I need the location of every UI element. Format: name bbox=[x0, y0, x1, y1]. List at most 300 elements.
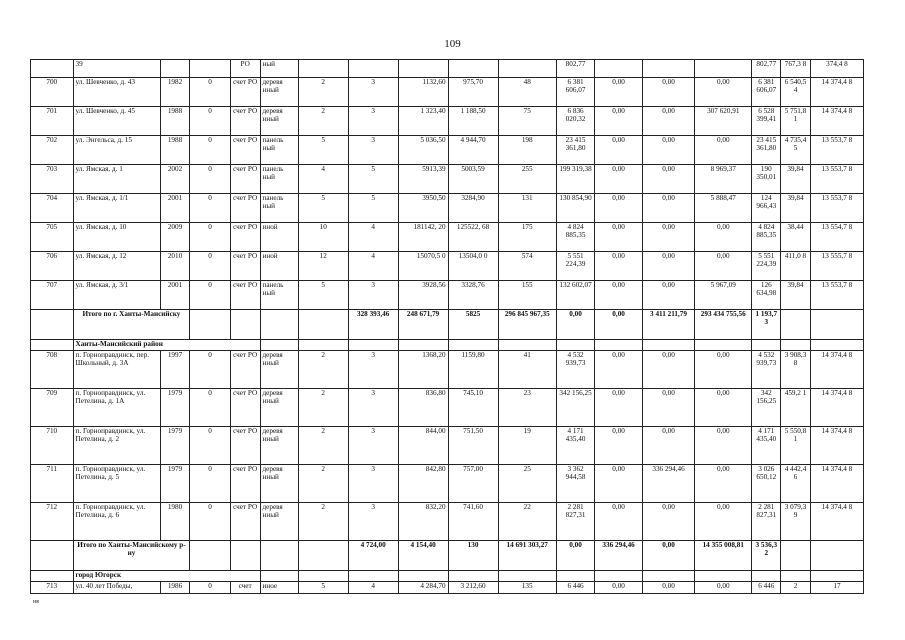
cell-no: 712 bbox=[31, 503, 74, 541]
cell-fund-reg: 0,00 bbox=[643, 351, 695, 389]
cell-floors: 2 bbox=[298, 427, 348, 465]
page-number: 109 bbox=[444, 38, 461, 50]
cell-entr: 4 bbox=[348, 223, 398, 252]
cell-year: 1986 bbox=[160, 582, 190, 594]
cell-blank bbox=[595, 340, 643, 351]
cell-entr: 3 bbox=[348, 136, 398, 165]
cell-people bbox=[498, 60, 556, 78]
cell-wall: панель ный bbox=[260, 136, 298, 165]
cell-year: 2001 bbox=[160, 194, 190, 223]
cell-year: 1979 bbox=[160, 389, 190, 427]
cell-blank bbox=[695, 340, 752, 351]
cell-lim-sqm: 14 374,4 8 bbox=[810, 107, 863, 136]
section-label: город Югорск bbox=[73, 571, 260, 582]
cell-area-total: 844,00 bbox=[398, 427, 448, 465]
cell-fund-own: 342 156,25 bbox=[752, 389, 781, 427]
cell-fund-reg: 0,00 bbox=[643, 194, 695, 223]
table-row bbox=[31, 136, 864, 165]
cell-address: ул. Ямская, д. 3/1 bbox=[73, 281, 160, 310]
table-row bbox=[31, 389, 864, 427]
cell-blank bbox=[595, 571, 643, 582]
cell-form: счет РО bbox=[230, 465, 260, 503]
cell-people: 48 bbox=[498, 78, 556, 107]
cell-area-living bbox=[448, 60, 498, 78]
cell-fund-mun: 5 888,47 bbox=[695, 194, 752, 223]
cell-entr: 4 bbox=[348, 582, 398, 594]
cell-form: счет РО bbox=[230, 78, 260, 107]
cell-cat: 0 bbox=[190, 107, 230, 136]
cell-blank bbox=[448, 571, 498, 582]
cell-blank bbox=[31, 571, 74, 582]
cell-fund-mun: 0,00 bbox=[695, 465, 752, 503]
total-people: 130 bbox=[448, 541, 498, 571]
table-row bbox=[31, 582, 864, 594]
cell-wall: ный bbox=[260, 60, 298, 78]
cell-cost-total: 3 362 944,58 bbox=[556, 465, 594, 503]
cell-year: 2009 bbox=[160, 223, 190, 252]
cell-form: РО bbox=[230, 60, 260, 78]
cell-area-total: 5913,39 bbox=[398, 165, 448, 194]
cell-entr: 3 bbox=[348, 389, 398, 427]
cell-fund-mun: 0,00 bbox=[695, 427, 752, 465]
cell-blank bbox=[781, 340, 811, 351]
cell-no: 708 bbox=[31, 351, 74, 389]
cell-blank bbox=[643, 571, 695, 582]
cell-entr bbox=[348, 60, 398, 78]
cell-people: 25 bbox=[498, 465, 556, 503]
cell-address: ул. Ямская, д. 1/1 bbox=[73, 194, 160, 223]
cell-floors: 5 bbox=[298, 582, 348, 594]
cell-blank bbox=[31, 541, 74, 571]
cell-area-total bbox=[398, 60, 448, 78]
cell-blank bbox=[498, 571, 556, 582]
cell-lim-sqm: 14 374,4 8 bbox=[810, 78, 863, 107]
cell-lim-sqm: 14 374,4 8 bbox=[810, 465, 863, 503]
cell-fund-mun: 0,00 bbox=[695, 582, 752, 594]
cell-cost-total: 6 836 020,32 bbox=[556, 107, 594, 136]
cell-cost-sqm: 2 bbox=[781, 582, 811, 594]
cell-address: ул. Ямская, д. 10 bbox=[73, 223, 160, 252]
cell-cost-total: 23 415 361,80 bbox=[556, 136, 594, 165]
cell-people: 23 bbox=[498, 389, 556, 427]
cell-blank bbox=[752, 571, 781, 582]
table-row bbox=[31, 107, 864, 136]
total-people: 5825 bbox=[448, 310, 498, 340]
cell-area-living: 13504,0 0 bbox=[448, 252, 498, 281]
cell-cost-sqm: 767,3 8 bbox=[781, 60, 811, 78]
cell-cost-total: 6 381 606,07 bbox=[556, 78, 594, 107]
cell-fund-fed: 0,00 bbox=[595, 351, 643, 389]
table-row bbox=[31, 194, 864, 223]
cell-fund-reg: 0,00 bbox=[643, 165, 695, 194]
cell-entr: 4 bbox=[348, 252, 398, 281]
total-cost-total: 296 845 967,35 bbox=[498, 310, 556, 340]
cell-cost-total: 4 532 939,73 bbox=[556, 351, 594, 389]
cell-fund-mun: 0,00 bbox=[695, 503, 752, 541]
cell-fund-fed: 0,00 bbox=[595, 136, 643, 165]
cell-floors: 2 bbox=[298, 389, 348, 427]
cell-cost-total: 342 156,25 bbox=[556, 389, 594, 427]
cell-fund-own: 5 551 224,39 bbox=[752, 252, 781, 281]
cell-form: счет РО bbox=[230, 107, 260, 136]
table-row bbox=[31, 223, 864, 252]
cell-cat: 0 bbox=[190, 582, 230, 594]
cell-fund-reg: 0,00 bbox=[643, 389, 695, 427]
cell-fund-mun: 5 967,09 bbox=[695, 281, 752, 310]
cell-fund-own: 3 026 650,12 bbox=[752, 465, 781, 503]
cell-lim-sqm: 14 374,4 8 bbox=[810, 427, 863, 465]
cell-floors: 2 bbox=[298, 78, 348, 107]
cell-form: счет РО bbox=[230, 165, 260, 194]
cell-area-living: 4 944,70 bbox=[448, 136, 498, 165]
cell-blank bbox=[556, 340, 594, 351]
cell-lim-sqm: 13 553,7 8 bbox=[810, 136, 863, 165]
cell-people: 19 bbox=[498, 427, 556, 465]
cell-people: 255 bbox=[498, 165, 556, 194]
cell-form: счет РО bbox=[230, 223, 260, 252]
cell-lim-sqm: 14 374,4 8 bbox=[810, 351, 863, 389]
cell-fund-reg bbox=[643, 60, 695, 78]
cell-fund-mun: 0,00 bbox=[695, 252, 752, 281]
cell-wall: панель ный bbox=[260, 165, 298, 194]
cell-cost-sqm: 39,84 bbox=[781, 281, 811, 310]
cell-area-total: 1 323,40 bbox=[398, 107, 448, 136]
cell-no: 704 bbox=[31, 194, 74, 223]
cell-area-total: 4 284,70 bbox=[398, 582, 448, 594]
cell-address: п. Горноправдинск, ул. Петелина, д. 1А bbox=[73, 389, 160, 427]
cell-fund-mun: 8 969,37 bbox=[695, 165, 752, 194]
cell-blank bbox=[448, 340, 498, 351]
cell-area-total: 836,80 bbox=[398, 389, 448, 427]
cell-form: счет РО bbox=[230, 136, 260, 165]
total-fund-reg: 336 294,46 bbox=[595, 541, 643, 571]
cell-no: 713 bbox=[31, 582, 74, 594]
cell-cost-total: 4 824 885,35 bbox=[556, 223, 594, 252]
cell-fund-own: 124 966,43 bbox=[752, 194, 781, 223]
cell-blank bbox=[398, 340, 448, 351]
total-fund-own: 14 355 008,81 bbox=[695, 541, 752, 571]
cell-no: 709 bbox=[31, 389, 74, 427]
cell-fund-reg: 0,00 bbox=[643, 78, 695, 107]
cell-blank bbox=[498, 340, 556, 351]
footnote: нв bbox=[33, 599, 40, 605]
cell-blank bbox=[298, 541, 348, 571]
cell-blank bbox=[298, 340, 348, 351]
cell-cost-total: 2 281 827,31 bbox=[556, 503, 594, 541]
cell-fund-own: 4 824 885,35 bbox=[752, 223, 781, 252]
cell-fund-reg: 0,00 bbox=[643, 107, 695, 136]
cell-no: 702 bbox=[31, 136, 74, 165]
cell-year: 1988 bbox=[160, 107, 190, 136]
cell-cost-sqm: 4 442,4 6 bbox=[781, 465, 811, 503]
cell-lim-sqm: 13 553,7 8 bbox=[810, 281, 863, 310]
cell-people: 22 bbox=[498, 503, 556, 541]
cell-cost-sqm: 411,0 8 bbox=[781, 252, 811, 281]
cell-wall: деревя нный bbox=[260, 503, 298, 541]
cell-cost-sqm: 3 079,3 9 bbox=[781, 503, 811, 541]
total-fund-fed: 0,00 bbox=[556, 310, 594, 340]
cell-wall: иное bbox=[260, 582, 298, 594]
cell-cost-sqm: 4 735,4 5 bbox=[781, 136, 811, 165]
cell-people: 574 bbox=[498, 252, 556, 281]
cell-fund-fed: 0,00 bbox=[595, 281, 643, 310]
cell-fund-fed: 0,00 bbox=[595, 503, 643, 541]
cell-fund-fed: 0,00 bbox=[595, 252, 643, 281]
cell-area-total: 3950,50 bbox=[398, 194, 448, 223]
total-row bbox=[31, 310, 864, 340]
cell-cat: 0 bbox=[190, 351, 230, 389]
cell-cat: 0 bbox=[190, 389, 230, 427]
cell-wall: деревя нный bbox=[260, 465, 298, 503]
cell-no: 707 bbox=[31, 281, 74, 310]
cell-area-total: 181142, 20 bbox=[398, 223, 448, 252]
cell-cost-sqm: 459,2 1 bbox=[781, 389, 811, 427]
total-row bbox=[31, 541, 864, 571]
cell-area-living: 3284,90 bbox=[448, 194, 498, 223]
cell-address: ул. Энгельса, д. 15 bbox=[73, 136, 160, 165]
cell-year: 2010 bbox=[160, 252, 190, 281]
table-row bbox=[31, 78, 864, 107]
cell-area-living: 1 188,50 bbox=[448, 107, 498, 136]
capital-repair-table bbox=[30, 59, 864, 594]
cell-people: 131 bbox=[498, 194, 556, 223]
cell-fund-reg: 0,00 bbox=[643, 503, 695, 541]
cell-address: п. Горноправдинск, пер. Школьный, д. 3А bbox=[73, 351, 160, 389]
cell-year: 1988 bbox=[160, 136, 190, 165]
total-area-total: 328 393,46 bbox=[348, 310, 398, 340]
cell-cost-total: 5 551 224,39 bbox=[556, 252, 594, 281]
section-label: Ханты-Мансийский район bbox=[73, 340, 260, 351]
cell-blank bbox=[810, 571, 863, 582]
cell-fund-fed: 0,00 bbox=[595, 194, 643, 223]
cell-fund-reg: 336 294,46 bbox=[643, 465, 695, 503]
cell-blank bbox=[781, 541, 811, 571]
total-fund-mun: 0,00 bbox=[643, 541, 695, 571]
cell-year: 2001 bbox=[160, 281, 190, 310]
cell-floors: 5 bbox=[298, 194, 348, 223]
cell-lim-sqm: 13 555,7 8 bbox=[810, 252, 863, 281]
cell-cat: 0 bbox=[190, 136, 230, 165]
cell-fund-mun: 0,00 bbox=[695, 389, 752, 427]
cell-floors bbox=[298, 60, 348, 78]
cell-year: 1982 bbox=[160, 78, 190, 107]
cell-fund-fed: 0,00 bbox=[595, 78, 643, 107]
cell-area-living: 125522, 68 bbox=[448, 223, 498, 252]
cell-blank bbox=[260, 310, 298, 340]
cell-area-total: 1368,20 bbox=[398, 351, 448, 389]
cell-wall: панель ный bbox=[260, 281, 298, 310]
cell-wall: деревя нный bbox=[260, 389, 298, 427]
cell-fund-reg: 0,00 bbox=[643, 582, 695, 594]
cell-entr: 5 bbox=[348, 194, 398, 223]
total-fund-own: 293 434 755,56 bbox=[695, 310, 752, 340]
cell-fund-fed bbox=[595, 60, 643, 78]
cell-fund-own: 4 532 939,73 bbox=[752, 351, 781, 389]
cell-entr: 3 bbox=[348, 465, 398, 503]
cell-fund-reg: 0,00 bbox=[643, 252, 695, 281]
cell-floors: 10 bbox=[298, 223, 348, 252]
cell-lim-sqm: 13 553,7 8 bbox=[810, 194, 863, 223]
total-fund-reg: 0,00 bbox=[595, 310, 643, 340]
cell-form: счет РО bbox=[230, 389, 260, 427]
cell-address: ул. Ямская, д. 12 bbox=[73, 252, 160, 281]
total-cost-sqm: 3 536,3 2 bbox=[752, 541, 781, 571]
cell-blank bbox=[260, 571, 298, 582]
cell-cost-total: 130 854,90 bbox=[556, 194, 594, 223]
cell-people: 155 bbox=[498, 281, 556, 310]
total-area-total: 4 724,00 bbox=[348, 541, 398, 571]
cell-area-living: 757,00 bbox=[448, 465, 498, 503]
cell-cost-total: 6 446 bbox=[556, 582, 594, 594]
cell-blank bbox=[31, 340, 74, 351]
cell-lim-sqm: 14 374,4 8 bbox=[810, 503, 863, 541]
cell-area-living: 1159,80 bbox=[448, 351, 498, 389]
total-area-living: 248 671,79 bbox=[398, 310, 448, 340]
cell-floors: 5 bbox=[298, 136, 348, 165]
cell-fund-reg: 0,00 bbox=[643, 281, 695, 310]
cell-cat bbox=[190, 60, 230, 78]
cell-entr: 3 bbox=[348, 503, 398, 541]
cell-fund-fed: 0,00 bbox=[595, 582, 643, 594]
cell-lim-sqm: 374,4 8 bbox=[810, 60, 863, 78]
table-row bbox=[31, 165, 864, 194]
cell-area-total: 832,20 bbox=[398, 503, 448, 541]
cell-area-living: 975,70 bbox=[448, 78, 498, 107]
cell-cost-sqm: 39,84 bbox=[781, 194, 811, 223]
cell-address: п. Горноправдинск, ул. Петелина, д. 5 bbox=[73, 465, 160, 503]
cell-cost-total: 802,77 bbox=[556, 60, 594, 78]
cell-wall: деревя нный bbox=[260, 78, 298, 107]
cell-fund-mun: 0,00 bbox=[695, 78, 752, 107]
cell-fund-own: 23 415 361,80 bbox=[752, 136, 781, 165]
cell-area-total: 5 036,50 bbox=[398, 136, 448, 165]
cell-fund-mun: 0,00 bbox=[695, 223, 752, 252]
cell-area-total: 842,80 bbox=[398, 465, 448, 503]
cell-cost-sqm: 5 550,8 1 bbox=[781, 427, 811, 465]
cell-area-total: 3928,56 bbox=[398, 281, 448, 310]
cell-address: ул. Шевченко, д. 43 bbox=[73, 78, 160, 107]
cell-floors: 2 bbox=[298, 503, 348, 541]
cell-blank bbox=[810, 340, 863, 351]
cell-blank bbox=[230, 310, 260, 340]
cell-fund-fed: 0,00 bbox=[595, 223, 643, 252]
cell-cost-sqm: 5 751,8 1 bbox=[781, 107, 811, 136]
cell-people: 41 bbox=[498, 351, 556, 389]
cell-blank bbox=[348, 571, 398, 582]
cell-cost-sqm: 39,84 bbox=[781, 165, 811, 194]
cell-blank bbox=[260, 340, 298, 351]
cell-area-living: 3 212,60 bbox=[448, 582, 498, 594]
cell-year: 1997 bbox=[160, 351, 190, 389]
cell-cat: 0 bbox=[190, 78, 230, 107]
cell-cost-total: 4 171 435,40 bbox=[556, 427, 594, 465]
cell-wall: панель ный bbox=[260, 194, 298, 223]
cell-address: 39 bbox=[73, 60, 160, 78]
cell-fund-own: 4 171 435,40 bbox=[752, 427, 781, 465]
cell-lim-sqm: 17 bbox=[810, 582, 863, 594]
total-area-living: 4 154,40 bbox=[398, 541, 448, 571]
cell-people: 135 bbox=[498, 582, 556, 594]
cell-entr: 3 bbox=[348, 281, 398, 310]
cell-blank bbox=[31, 310, 74, 340]
cell-fund-mun: 307 620,91 bbox=[695, 107, 752, 136]
cell-cat: 0 bbox=[190, 503, 230, 541]
cell-year bbox=[160, 60, 190, 78]
cell-blank bbox=[810, 541, 863, 571]
cell-no: 710 bbox=[31, 427, 74, 465]
table-row bbox=[31, 60, 864, 78]
cell-blank bbox=[260, 541, 298, 571]
cell-year: 1980 bbox=[160, 503, 190, 541]
cell-form: счет bbox=[230, 582, 260, 594]
cell-address: ул. Ямская, д. 1 bbox=[73, 165, 160, 194]
total-label: Итого по Ханты-Мансийскому р-ну bbox=[73, 541, 190, 571]
cell-entr: 3 bbox=[348, 427, 398, 465]
cell-entr: 5 bbox=[348, 165, 398, 194]
cell-cat: 0 bbox=[190, 194, 230, 223]
cell-blank bbox=[230, 541, 260, 571]
cell-wall: деревя нный bbox=[260, 427, 298, 465]
cell-cat: 0 bbox=[190, 252, 230, 281]
cell-people: 175 bbox=[498, 223, 556, 252]
cell-blank bbox=[298, 310, 348, 340]
cell-fund-mun: 0,00 bbox=[695, 351, 752, 389]
total-fund-fed: 0,00 bbox=[556, 541, 594, 571]
total-fund-mun: 3 411 211,79 bbox=[643, 310, 695, 340]
table-row bbox=[31, 281, 864, 310]
cell-area-living: 3328,76 bbox=[448, 281, 498, 310]
cell-fund-mun: 0,00 bbox=[695, 136, 752, 165]
cell-blank bbox=[556, 571, 594, 582]
cell-cat: 0 bbox=[190, 281, 230, 310]
cell-blank bbox=[781, 571, 811, 582]
cell-area-living: 751,50 bbox=[448, 427, 498, 465]
cell-no: 700 bbox=[31, 78, 74, 107]
table-row bbox=[31, 351, 864, 389]
cell-fund-fed: 0,00 bbox=[595, 107, 643, 136]
cell-fund-fed: 0,00 bbox=[595, 427, 643, 465]
cell-floors: 5 bbox=[298, 281, 348, 310]
cell-lim-sqm: 13 553,7 8 bbox=[810, 165, 863, 194]
cell-form: счет РО bbox=[230, 351, 260, 389]
cell-address: п. Горноправдинск, ул. Петелина, д. 6 bbox=[73, 503, 160, 541]
cell-no: 711 bbox=[31, 465, 74, 503]
total-label: Итого по г. Ханты-Мансийску bbox=[73, 310, 190, 340]
cell-form: счет РО bbox=[230, 427, 260, 465]
cell-year: 1979 bbox=[160, 427, 190, 465]
table-row bbox=[31, 465, 864, 503]
cell-blank bbox=[752, 340, 781, 351]
cell-cost-total: 199 319,38 bbox=[556, 165, 594, 194]
cell-floors: 12 bbox=[298, 252, 348, 281]
cell-floors: 2 bbox=[298, 351, 348, 389]
cell-cost-total: 132 602,07 bbox=[556, 281, 594, 310]
cell-fund-own: 802,77 bbox=[752, 60, 781, 78]
cell-floors: 2 bbox=[298, 465, 348, 503]
cell-cost-sqm: 6 540,5 4 bbox=[781, 78, 811, 107]
cell-blank bbox=[398, 571, 448, 582]
cell-area-living: 5003,59 bbox=[448, 165, 498, 194]
cell-floors: 2 bbox=[298, 107, 348, 136]
cell-wall: деревя нный bbox=[260, 351, 298, 389]
section-row bbox=[31, 571, 864, 582]
cell-fund-mun bbox=[695, 60, 752, 78]
cell-floors: 4 bbox=[298, 165, 348, 194]
cell-form: счет РО bbox=[230, 194, 260, 223]
cell-lim-sqm: 14 374,4 8 bbox=[810, 389, 863, 427]
cell-lim-sqm: 13 554,7 8 bbox=[810, 223, 863, 252]
cell-no: 706 bbox=[31, 252, 74, 281]
